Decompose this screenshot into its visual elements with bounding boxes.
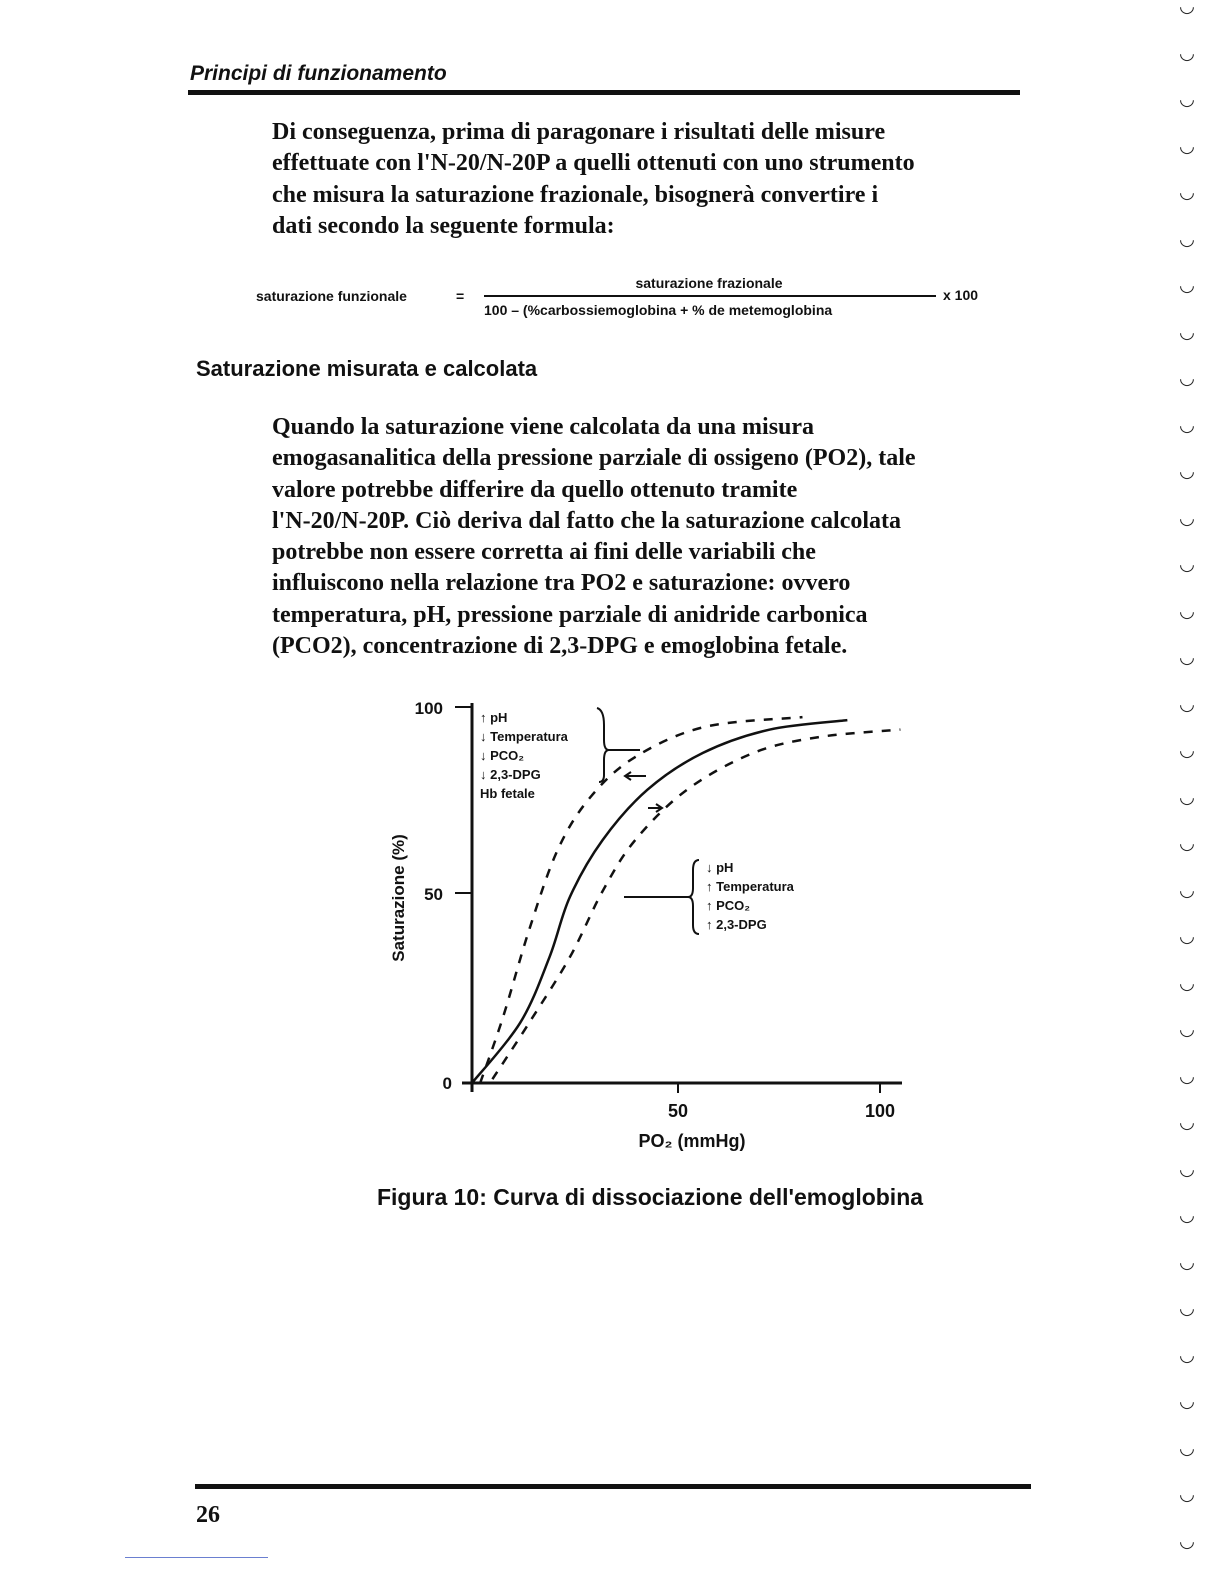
binding-hole-icon: ◡ <box>1180 1344 1194 1366</box>
binding-hole-icon: ◡ <box>1180 275 1194 296</box>
binding-hole-icon: ◡ <box>1180 786 1194 808</box>
annotation-line: Hb fetale <box>480 786 535 801</box>
y-axis-label: Saturazione (%) <box>389 834 408 962</box>
text-line: l'N-20/N-20P. Ciò deriva dal fatto che la saturazione calcolata <box>272 507 902 534</box>
text-line: Di conseguenza, prima di paragonare i risultati delle misure <box>272 119 886 145</box>
left-shift-annotation <box>480 708 646 801</box>
y-tick-label: 50 <box>424 885 443 904</box>
annotation-line: ↓ 2,3-DPG <box>480 767 541 782</box>
x-tick-label: 100 <box>864 1101 896 1121</box>
text-line: dati secondo la seguente formula: <box>272 212 615 239</box>
binding-hole-icon: ◡ <box>1180 1530 1194 1552</box>
binding-hole-icon: ◡ <box>1180 321 1194 343</box>
annotation-line: ↓ pH <box>706 860 734 875</box>
arrow-right-icon <box>648 804 662 812</box>
x-tick-label: 50 <box>667 1101 689 1121</box>
text-line: influiscono nella relazione tra PO2 e saturazione: ovvero <box>272 570 851 597</box>
right-shift-annotation <box>624 804 795 934</box>
annotation-line: ↑ Temperatura <box>706 879 794 894</box>
binding-hole-icon: ◡ <box>1180 182 1194 203</box>
section-header: Principi di funzionamento <box>190 62 447 85</box>
binding-hole-icon: ◡ <box>1180 1298 1194 1319</box>
binding-hole-icon: ◡ <box>1180 1251 1194 1273</box>
formula-multiplier: x 100 <box>943 287 979 303</box>
formula-numerator: saturazione frazionale <box>635 275 783 291</box>
binding-hole-icon: ◡ <box>1180 228 1194 250</box>
binding-hole-icon: ◡ <box>1180 554 1194 575</box>
text-line: temperatura, pH, pressione parziale di anidride carbonica <box>272 601 868 628</box>
formula-denominator: 100 – (%carbossiemoglobina + % de metemoglobina <box>484 302 833 318</box>
text-line: valore potrebbe differire da quello ottenuto tramite <box>272 476 798 503</box>
text-line: che misura la saturazione frazionale, bisognerà convertire i <box>272 181 879 208</box>
binding-hole-icon: ◡ <box>1180 693 1194 715</box>
annotation-line: ↑ PCO₂ <box>706 898 751 913</box>
annotation-line: ↓ PCO₂ <box>480 748 525 763</box>
binding-hole-icon: ◡ <box>1180 461 1194 482</box>
text-line: emogasanalitica della pressione parziale di ossigeno (PO2), tale <box>272 445 916 472</box>
binding-hole-icon: ◡ <box>1180 89 1194 110</box>
annotation-line: ↑ 2,3-DPG <box>706 917 767 932</box>
y-tick-label: 100 <box>414 699 443 718</box>
annotation-line: ↑ pH <box>480 710 508 725</box>
binding-hole-icon: ◡ <box>1180 42 1194 64</box>
brace <box>688 860 699 934</box>
binding-hole-icon: ◡ <box>1180 647 1194 668</box>
binding-hole-icon: ◡ <box>1180 740 1194 761</box>
binding-hole-icon: ◡ <box>1180 1205 1194 1226</box>
formula-lhs: saturazione funzionale <box>256 288 407 304</box>
footer-rule <box>195 1484 1031 1489</box>
binding-hole-icon: ◡ <box>1180 972 1194 994</box>
brace <box>597 708 609 782</box>
chart-axes <box>389 699 902 1151</box>
binding-hole-icon: ◡ <box>1180 926 1194 947</box>
binding-hole-icon: ◡ <box>1180 1391 1194 1412</box>
binding-hole-icon: ◡ <box>1180 1437 1194 1459</box>
text-line: (PCO2), concentrazione di 2,3-DPG e emoglobina fetale. <box>272 633 848 660</box>
text-line: potrebbe non essere corretta ai fini delle variabili che <box>272 539 816 566</box>
annotation-line: ↓ Temperatura <box>480 729 568 744</box>
binding-hole-icon: ◡ <box>1180 0 1194 17</box>
binding-hole-icon: ◡ <box>1180 1158 1194 1180</box>
figure-caption: Figura 10: Curva di dissociazione dell'emoglobina <box>376 1184 924 1210</box>
binding-hole-icon: ◡ <box>1180 1019 1194 1040</box>
binding-hole-icon: ◡ <box>1180 135 1194 157</box>
binding-hole-icon: ◡ <box>1180 600 1194 622</box>
curve-spostamento-a-destra <box>492 730 900 1080</box>
text-line: effettuate con l'N-20/N-20P a quelli ottenuti con uno strumento <box>272 150 915 177</box>
binding-hole-icon: ◡ <box>1180 368 1194 389</box>
scan-edge-line <box>125 1557 268 1558</box>
page-number: 26 <box>196 1502 220 1528</box>
text-line: Quando la saturazione viene calcolata da una misura <box>272 414 815 440</box>
formula-equals: = <box>456 288 465 304</box>
binding-hole-icon: ◡ <box>1180 833 1194 854</box>
binding-hole-icon: ◡ <box>1180 1065 1194 1087</box>
y-tick-label: 0 <box>442 1074 452 1093</box>
binding-hole-icon: ◡ <box>1180 879 1194 901</box>
arrow-left-icon <box>625 772 646 780</box>
binding-hole-icon: ◡ <box>1180 1484 1194 1505</box>
binding-hole-icon: ◡ <box>1180 414 1194 436</box>
section-heading: Saturazione misurata e calcolata <box>196 356 538 381</box>
binding-hole-icon: ◡ <box>1180 507 1194 529</box>
x-axis-label: PO₂ (mmHg) <box>638 1131 746 1151</box>
binding-hole-icon: ◡ <box>1180 1112 1194 1133</box>
